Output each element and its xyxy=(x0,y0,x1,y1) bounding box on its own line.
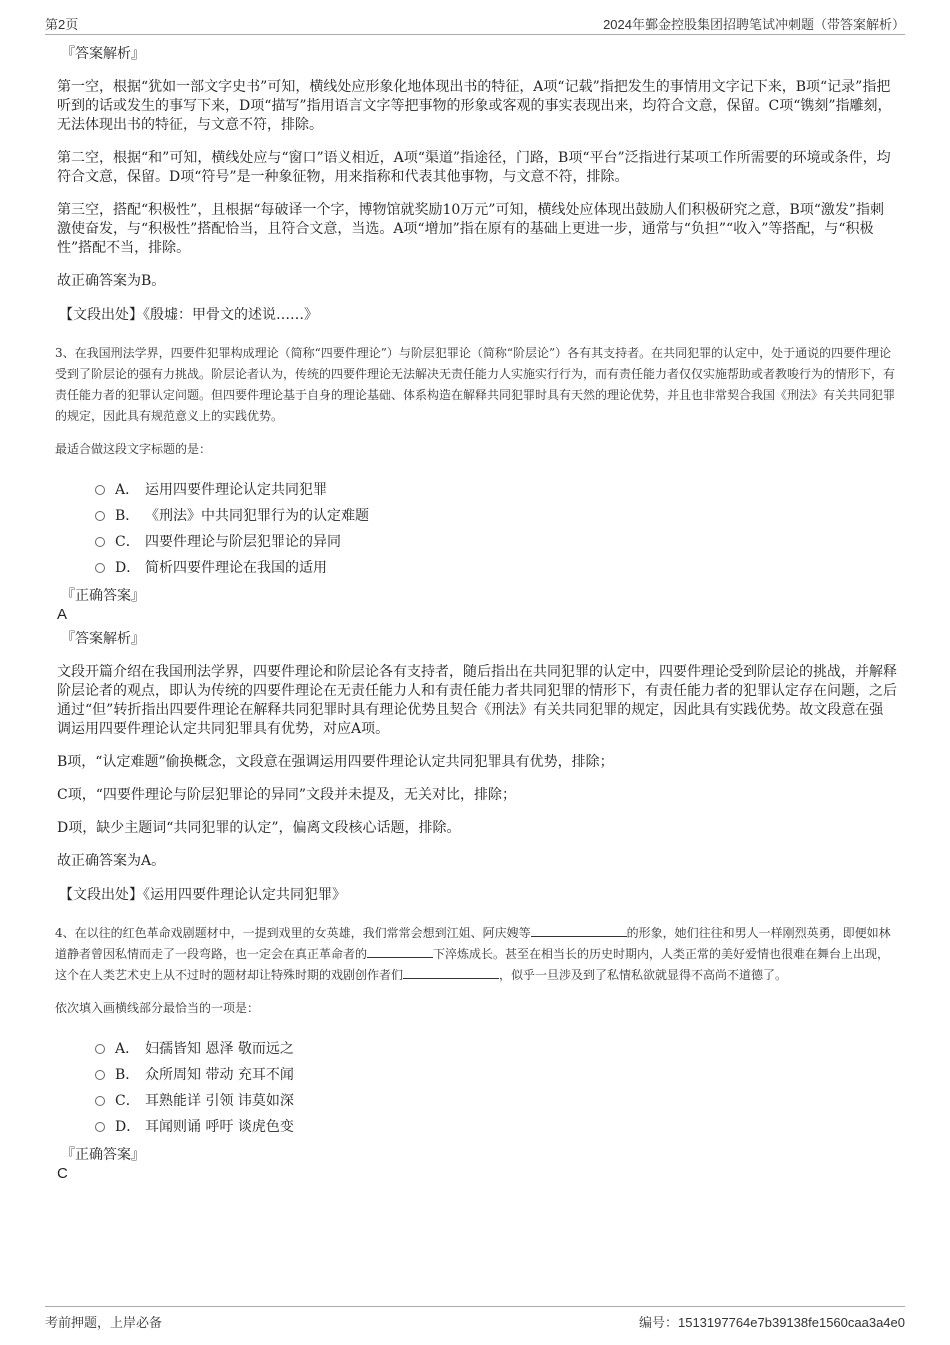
analysis-paragraph: 第一空，根据“犹如一部文字史书”可知，横线处应形象化地体现出书的特征，A项“记载”指把发生的事情用文字记下来，B项“记录”指把听到的话或发生的事写下来，D项“描写”指用语言文字等把事物的形象或客观的事实表现出来，均符合文意，保留。C项“镌刻”指雕刻，无法体现出书的特征，与文意不符，排除。 xyxy=(57,79,892,133)
conclusion: 故正确答案为A。 xyxy=(57,853,166,869)
option-d[interactable]: D． 耳闻则诵 呼吁 谈虎色变 xyxy=(95,1114,897,1140)
analysis-paragraph: B项，“认定难题”偷换概念，文段意在强调运用四要件理论认定共同犯罪具有优势，排除； xyxy=(57,754,614,770)
analysis-label: 『答案解析』 xyxy=(61,46,145,62)
radio-icon[interactable] xyxy=(95,563,105,573)
option-b[interactable]: B． 《刑法》中共同犯罪行为的认定难题 xyxy=(95,503,897,529)
radio-icon[interactable] xyxy=(95,1096,105,1106)
analysis-paragraph: C项，“四要件理论与阶层犯罪论的异同”文段并未提及，无关对比，排除； xyxy=(57,787,517,803)
radio-icon[interactable] xyxy=(95,1070,105,1080)
analysis-paragraph: 第三空，搭配“积极性”，且根据“每破译一个字，博物馆就奖励10万元”可知，横线处应体现出鼓励人们积极研究之意，B项“激发”指刺激使奋发，与“积极性”搭配恰当，且符合文意，当选。A项“增加”指在原有的基础上更进一步，通常与“负担”“收入”等搭配，与“积极性”搭配不当，排除。 xyxy=(57,202,885,256)
option-c[interactable]: C． 耳熟能详 引领 讳莫如深 xyxy=(95,1088,897,1114)
radio-icon[interactable] xyxy=(95,511,105,521)
question-prompt: 依次填入画横线部分最恰当的一项是： xyxy=(55,1001,260,1015)
answer-label: 『正确答案』 xyxy=(61,588,145,604)
document-id: 编号：1513197764e7b39138fe1560caa3a4e0 xyxy=(638,1315,905,1330)
option-b[interactable]: B． 众所周知 带动 充耳不闻 xyxy=(95,1062,897,1088)
page-footer xyxy=(45,1306,905,1329)
analysis-paragraph: 文段开篇介绍在我国刑法学界，四要件理论和阶层论各有支持者，随后指出在共同犯罪的认定中，四要件理论受到阶层论的挑战，并解释阶层论者的观点，即认为传统的四要件理论在无责任能力人和有责任能力者共同犯罪的情形下，有责任能力者的犯罪认定存在问题，之后通过“但”转折指出四要件理论在解释共同犯罪时具有理论优势且契合《刑法》有关共同犯罪的规定，因此具有实践优势。故文段意在强调运用四要件理论认定共同犯罪具有优势，对应A项。 xyxy=(57,664,897,737)
footer-slogan: 考前押题，上岸必备 xyxy=(45,1315,163,1330)
fill-blank xyxy=(531,924,627,937)
option-a[interactable]: A． 妇孺皆知 恩泽 敬而远之 xyxy=(95,1036,897,1062)
source-citation: 【文段出处】《运用四要件理论认定共同犯罪》 xyxy=(59,887,346,903)
analysis-label: 『答案解析』 xyxy=(61,631,145,647)
page-header xyxy=(45,12,905,35)
document-title: 2024年鄞金控股集团招聘笔试冲刺题（带答案解析） xyxy=(603,17,905,32)
answer-value: C xyxy=(57,1165,68,1182)
document-body xyxy=(57,44,897,1188)
radio-icon[interactable] xyxy=(95,1044,105,1054)
question-stem: 3、在我国刑法学界，四要件犯罪构成理论（简称“四要件理论”）与阶层犯罪论（简称“阶层论”）各有其支持者。在共同犯罪的认定中，处于通说的四要件理论受到了阶层论的强有力挑战。阶层论者认为，传统的四要件理论无法解决无责任能力人实施实行行为，而有责任能力者仅仅实施帮助或者教唆行为的情形下，有责任能力者的犯罪认定问题。但四要件理论基于自身的理论基础、体系构造在解释共同犯罪时具有天然的理论优势，并且也非常契合我国《刑法》有关共同犯罪的规定，因此具有规范意义上的实践优势。 xyxy=(55,346,896,423)
radio-icon[interactable] xyxy=(95,485,105,495)
analysis-paragraph: 第二空，根据“和”可知，横线处应与“窗口”语义相近，A项“渠道”指途径，门路，B项“平台”泛指进行某项工作所需要的环境或条件，均符合文意，保留。D项“符号”是一种象征物，用来指称和代表其他事物，与文意不符，排除。 xyxy=(57,150,891,185)
radio-icon[interactable] xyxy=(95,537,105,547)
page-number: 第2页 xyxy=(45,17,79,32)
analysis-paragraph: D项，缺少主题词“共同犯罪的认定”，偏离文段核心话题，排除。 xyxy=(57,820,461,836)
options-list xyxy=(95,477,897,581)
fill-blank xyxy=(367,945,433,958)
question-stem: 4、在以往的红色革命戏剧题材中，一提到戏里的女英雄，我们常常会想到江姐、阿庆嫂等 的形象，她们往往和男人一样刚烈英勇，即便如林道静者曾因私情而走了一段弯路，也一定会在真正革命者的 下淬炼成长。甚至在相当长的历史时期内，人类正常的美好爱情也很难在舞台上出现，这个在人类艺术史上从不过时的题材却让特殊时期的戏剧创作者们 ，似乎一旦涉及到了私情私欲就显得不高尚不道德了。 xyxy=(55,926,891,982)
conclusion: 故正确答案为B。 xyxy=(57,273,166,289)
question-prompt: 最适合做这段文字标题的是： xyxy=(55,442,212,456)
answer-label: 『正确答案』 xyxy=(61,1147,145,1163)
answer-value: A xyxy=(57,606,68,623)
option-d[interactable]: D． 简析四要件理论在我国的适用 xyxy=(95,555,897,581)
options-list xyxy=(95,1036,897,1140)
source-citation: 【文段出处】《殷墟：甲骨文的述说……》 xyxy=(59,307,318,323)
fill-blank xyxy=(403,966,499,979)
radio-icon[interactable] xyxy=(95,1122,105,1132)
option-c[interactable]: C． 四要件理论与阶层犯罪论的异同 xyxy=(95,529,897,555)
option-a[interactable]: A． 运用四要件理论认定共同犯罪 xyxy=(95,477,897,503)
